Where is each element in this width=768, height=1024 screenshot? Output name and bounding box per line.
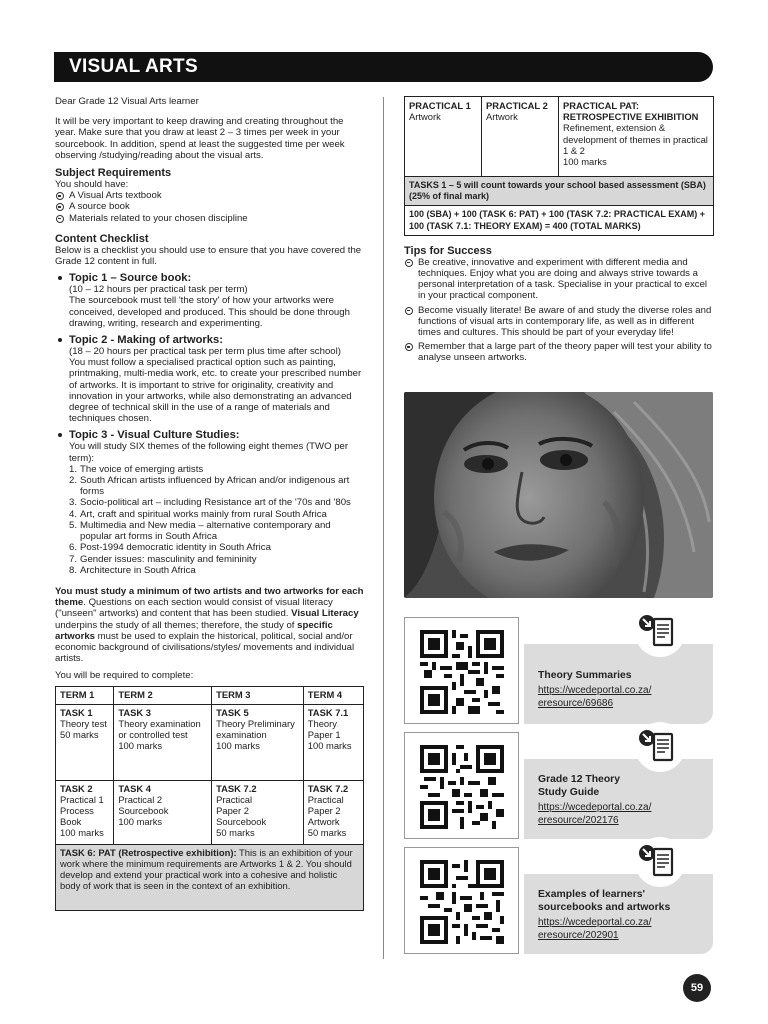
cell-line: 50 marks bbox=[60, 728, 99, 740]
topic-2 bbox=[55, 334, 364, 424]
study-note bbox=[55, 586, 364, 664]
topic-body: The sourcebook must tell 'the story' of how your artworks were conceived, developed and produced. This should be done through drawing, writing, research and experimenting. bbox=[69, 295, 350, 329]
cell-line: Theory Preliminary examination bbox=[216, 717, 295, 740]
table-header-row bbox=[56, 686, 364, 704]
resource-text bbox=[538, 669, 708, 710]
table-cell bbox=[56, 704, 114, 780]
title-banner bbox=[54, 52, 713, 82]
list-item: South African artists influenced by African and/or indigenous art forms bbox=[80, 475, 350, 498]
pat-text: This is an exhibition of your work where the minimum requirements are Artworks 1 & 2. You should develop and extend your practical work into a cohesive and holistic body of work that is seen in the context of an exhibition. bbox=[60, 846, 353, 892]
task-label: TASK 1 bbox=[60, 706, 93, 718]
document-arrow-icon bbox=[635, 722, 685, 772]
cell-title: PRACTICAL 1 bbox=[409, 100, 471, 111]
total-cell: 100 (SBA) + 100 (TASK 6: PAT) + 100 (TASK 7.2: PRACTICAL EXAM) + 100 (TASK 7.1: THEORY EXAM) = 400 (TOTAL MARKS) bbox=[405, 206, 714, 235]
sba-row bbox=[405, 177, 714, 206]
qr-code-icon[interactable] bbox=[404, 732, 519, 839]
resource-link[interactable]: https://wcedeportal.co.za/ eresource/202901 bbox=[538, 917, 652, 941]
resource-title: Grade 12 Theory Study Guide bbox=[538, 774, 621, 798]
cell-line: Practical 2 bbox=[118, 793, 163, 805]
cell-line: Theory test bbox=[60, 717, 107, 729]
cell-line: Sourcebook bbox=[118, 804, 169, 816]
tips-heading: Tips for Success bbox=[404, 244, 492, 257]
topic-hours: (10 – 12 hours per practical task per term) bbox=[69, 284, 248, 296]
cell-line: 100 marks bbox=[118, 816, 163, 828]
task-label: TASK 7.2 bbox=[307, 782, 349, 794]
topic-title: Topic 2 - Making of artworks: bbox=[69, 334, 223, 347]
topic-3 bbox=[55, 429, 364, 575]
content-checklist-lead: Below is a checklist you should use to ensure that you have covered the Grade 12 content in full. bbox=[55, 244, 362, 268]
task-label: TASK 7.1 bbox=[307, 706, 349, 718]
table-cell bbox=[212, 780, 304, 844]
table-cell bbox=[405, 97, 482, 177]
task-label: TASK 5 bbox=[216, 706, 249, 718]
table-cell bbox=[482, 97, 559, 177]
task-label: TASK 3 bbox=[118, 706, 151, 718]
cell-line: 100 marks bbox=[60, 827, 104, 839]
list-item: Socio-political art – including Resistance art of the '70s and '80s bbox=[80, 497, 351, 509]
themes-list bbox=[69, 464, 364, 576]
list-item: Be creative, innovative and experiment with different media and techniques. Enjoy what you are doing and always strive towards a personal interpretation of a task. Specialise in your practical to excel in your practical component. bbox=[404, 257, 714, 302]
sba-cell: TASKS 1 – 5 will count towards your school based assessment (SBA) (25% of final mark) bbox=[405, 177, 714, 206]
resource-link[interactable]: https://wcedeportal.co.za/ eresource/69686 bbox=[538, 685, 652, 709]
cell-line: Sourcebook bbox=[216, 816, 267, 828]
cell-line: Process Book bbox=[60, 804, 94, 828]
cell-line: 100 marks bbox=[563, 156, 607, 168]
cell-line: Theory Paper 1 bbox=[307, 717, 341, 740]
list-item: The voice of emerging artists bbox=[80, 463, 204, 475]
requirements-list bbox=[55, 190, 364, 224]
cell-line: 50 marks bbox=[216, 827, 255, 839]
cell-line: Practical bbox=[216, 793, 253, 805]
topic-body: You must follow a specialised practical option such as painting, printmaking, multi-media work, etc. to create your prescribed number of artworks. It is important to strive for originality, creativity and innovation in your artworks, while also demonstrating an advanced degree of technical skill in the use of a range of materials and techniques chosen. bbox=[69, 357, 362, 425]
cell-line: Paper 2 bbox=[216, 804, 249, 816]
list-item: Architecture in South Africa bbox=[80, 564, 196, 576]
cell-line: Practical 1 bbox=[60, 793, 104, 805]
right-column bbox=[404, 96, 714, 364]
tips-list bbox=[404, 257, 714, 364]
pat-row bbox=[56, 844, 364, 910]
page-number: 59 bbox=[683, 974, 711, 1002]
cell-line: 100 marks bbox=[118, 740, 163, 752]
cell-line: Theory examination or controlled test bbox=[118, 717, 201, 740]
artwork-portrait-image bbox=[404, 392, 713, 598]
task-label: TASK 2 bbox=[60, 782, 93, 794]
topic-1 bbox=[55, 272, 364, 329]
list-item: A source book bbox=[55, 201, 364, 212]
subject-requirements-heading: Subject Requirements bbox=[55, 167, 172, 180]
study-note-emphasis: You must study a minimum of two artists and two artworks for each theme bbox=[55, 585, 364, 609]
left-column bbox=[55, 96, 364, 911]
resource-text bbox=[538, 888, 708, 942]
qr-code-icon[interactable] bbox=[404, 617, 519, 724]
table-cell bbox=[212, 704, 304, 780]
list-item: A Visual Arts textbook bbox=[55, 190, 364, 201]
list-item: Remember that a large part of the theory paper will test your ability to analyse unseen artworks. bbox=[404, 341, 714, 363]
task-label: TASK 4 bbox=[118, 782, 151, 794]
table-header-cell: TERM 3 bbox=[212, 686, 304, 704]
greeting: Dear Grade 12 Visual Arts learner bbox=[55, 96, 199, 107]
qr-code-icon[interactable] bbox=[404, 847, 519, 954]
table-cell bbox=[559, 97, 714, 177]
pat-cell bbox=[56, 844, 364, 910]
list-item: Become visually literate! Be aware of and study the diverse roles and functions of visual arts in contemporary life, as well as in different times and cultures. This should be part of your everyday life! bbox=[404, 305, 714, 339]
cell-line: Artwork bbox=[486, 111, 518, 123]
table-cell bbox=[303, 704, 363, 780]
column-divider bbox=[383, 97, 384, 959]
resource-card[interactable] bbox=[404, 847, 713, 954]
subject-requirements-lead: You should have: bbox=[55, 179, 129, 191]
pat-label: TASK 6: PAT (Retrospective exhibition): bbox=[60, 846, 237, 858]
resource-card[interactable] bbox=[404, 732, 713, 839]
resource-card[interactable] bbox=[404, 617, 713, 724]
study-note-text: must be used to explain the historical, political, social and/or economic background of civilisations/styles/ movements and individual artists. bbox=[55, 630, 355, 665]
cell-line: Practical bbox=[307, 793, 344, 805]
cell-line: Paper 2 bbox=[307, 804, 341, 816]
study-note-text: . Questions on each section would consist of visual literacy ("unseen" artworks) and content that has been studied. bbox=[55, 597, 333, 620]
table-header-cell: TERM 2 bbox=[114, 686, 212, 704]
list-item: Multimedia and New media – alternative contemporary and popular art forms in South Africa bbox=[80, 519, 331, 543]
table-row bbox=[56, 780, 364, 844]
cell-line: Artwork bbox=[409, 111, 441, 123]
document-arrow-icon bbox=[635, 607, 685, 657]
total-row bbox=[405, 206, 714, 235]
topic-body: You will study SIX themes of the following eight themes (TWO per term): bbox=[69, 441, 349, 464]
cell-title: PRACTICAL PAT: RETROSPECTIVE EXHIBITION bbox=[563, 100, 699, 123]
cell-line: 100 marks bbox=[307, 740, 352, 752]
list-item: Post-1994 democratic identity in South Africa bbox=[80, 542, 271, 554]
cell-line: 50 marks bbox=[307, 827, 347, 839]
list-item: Materials related to your chosen discipline bbox=[55, 213, 364, 224]
table-header-cell: TERM 4 bbox=[303, 686, 363, 704]
topic-title: Topic 1 – Source book: bbox=[69, 272, 192, 285]
cell-line: Artwork bbox=[307, 816, 340, 828]
complete-lead: You will be required to complete: bbox=[55, 670, 194, 682]
resource-title: Theory Summaries bbox=[538, 670, 632, 681]
resource-text bbox=[538, 773, 708, 827]
page-title: VISUAL ARTS bbox=[69, 56, 198, 77]
table-cell bbox=[303, 780, 363, 844]
cell-line: 100 marks bbox=[216, 740, 260, 752]
study-note-text: underpins the study of all themes; therefore, the study of bbox=[55, 619, 298, 631]
table-row bbox=[56, 704, 364, 780]
resource-link[interactable]: https://wcedeportal.co.za/ eresource/202176 bbox=[538, 802, 652, 826]
table-row bbox=[405, 97, 714, 177]
practical-table bbox=[404, 96, 714, 236]
topic-hours: (18 – 20 hours per practical task per term plus time after school) bbox=[69, 346, 341, 358]
cell-title: PRACTICAL 2 bbox=[486, 100, 548, 111]
content-checklist-heading: Content Checklist bbox=[55, 232, 149, 245]
resource-title: Examples of learners' sourcebooks and artworks bbox=[538, 889, 671, 913]
table-cell bbox=[114, 780, 212, 844]
table-header-cell: TERM 1 bbox=[56, 686, 114, 704]
cell-line: Refinement, extension & development of themes in practical 1 & 2 bbox=[563, 122, 708, 156]
topic-title: Topic 3 - Visual Culture Studies: bbox=[69, 429, 240, 442]
study-note-emphasis: specific artworks bbox=[55, 619, 333, 642]
list-item: Art, craft and spiritual works mainly from rural South Africa bbox=[80, 508, 327, 520]
intro-paragraph: It will be very important to keep drawing and creating throughout the year. Make sure that you draw at least 2 – 3 times per week in your sourcebook. In addition, spend at least the suggested time per week observing /studying/reading about the visual arts. bbox=[55, 116, 345, 161]
list-item: Gender issues: masculinity and femininity bbox=[80, 553, 257, 565]
table-cell bbox=[114, 704, 212, 780]
table-cell bbox=[56, 780, 114, 844]
study-note-emphasis: Visual Literacy bbox=[291, 608, 359, 620]
terms-table bbox=[55, 686, 364, 911]
document-arrow-icon bbox=[635, 837, 685, 887]
task-label: TASK 7.2 bbox=[216, 782, 257, 794]
